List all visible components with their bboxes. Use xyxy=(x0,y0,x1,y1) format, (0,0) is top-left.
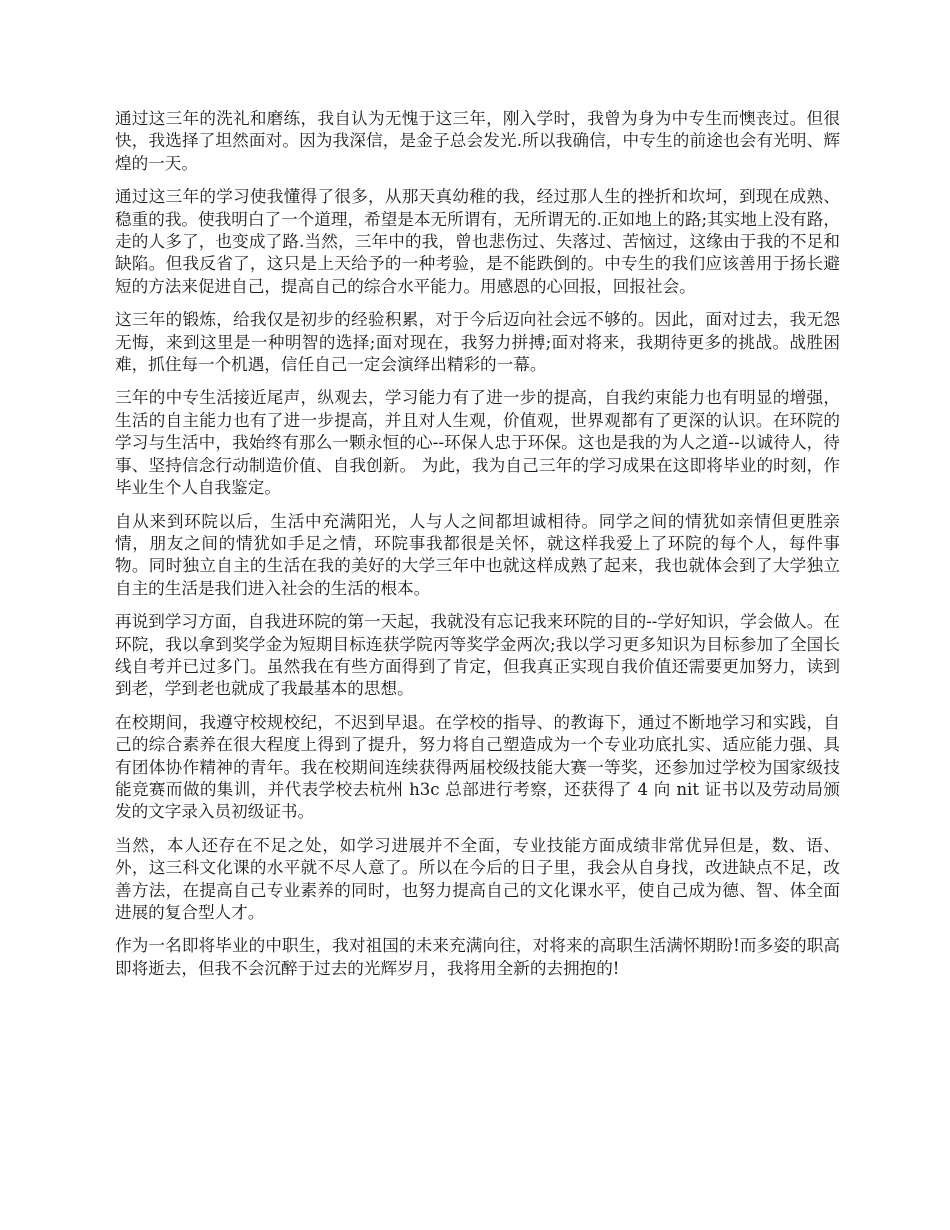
document-body xyxy=(115,108,840,991)
paragraph-1: 通过这三年的洗礼和磨练，我自认为无愧于这三年，刚入学时，我曾为身为中专生而懊丧过。但很快，我选择了坦然面对。因为我深信，是金子总会发光.所以我确信，中专生的前途也会有光明、辉煌的一天。 xyxy=(115,109,840,173)
paragraph-9: 作为一名即将毕业的中职生，我对祖国的未来充满向往，对将来的高职生活满怀期盼!而多姿的职高即将逝去，但我不会沉醉于过去的光辉岁月，我将用全新的去拥抱的! xyxy=(115,936,840,978)
paragraph-2: 通过这三年的学习使我懂得了很多，从那天真幼稚的我，经过那人生的挫折和坎坷，到现在成熟、稳重的我。使我明白了一个道理，希望是本无所谓有，无所谓无的.正如地上的路;其实地上没有路，走的人多了，也变成了路.当然，三年中的我，曾也悲伤过、失落过、苦恼过，这缘由于我的不足和缺陷。但我反省了，这只是上天给予的一种考验，是不能跌倒的。中专生的我们应该善用于扬长避短的方法来促进自己，提高自己的综合水平能力。用感恩的心回报，回报社会。 xyxy=(115,187,840,296)
paragraph-3: 这三年的锻炼，给我仅是初步的经验积累，对于今后迈向社会远不够的。因此，面对过去，我无怨无悔，来到这里是一种明智的选择;面对现在，我努力拼搏;面对将来，我期待更多的挑战。战胜困难，抓住每一个机遇，信任自己一定会演绎出精彩的一幕。 xyxy=(115,310,840,375)
paragraph-8: 当然，本人还存在不足之处，如学习进展并不全面，专业技能方面成绩非常优异但是，数、语、外，这三科文化课的水平就不尽人意了。所以在今后的日子里，我会从自身找，改进缺点不足，改善方法，在提高自己专业素养的同时，也努力提高自己的文化课水平，使自己成为德、智、体全面进展的复合型人才。 xyxy=(115,835,840,922)
paragraph-4: 三年的中专生活接近尾声，纵观去，学习能力有了进一步的提高，自我约束能力也有明显的增强，生活的自主能力也有了进一步提高，并且对人生观，价值观，世界观都有了更深的认识。在环院的学习与生活中，我始终有那么一颗永恒的心--环保人忠于环保。这也是我的为人之道--以诚待人，待事、坚持信念行动制造价值、自我创新。 为此，我为自己三年的学习成果在这即将毕业的时刻，作毕业生个人自我鉴定。 xyxy=(115,388,840,498)
paragraph-7: 在校期间，我遵守校规校纪，不迟到早退。在学校的指导、的教诲下，通过不断地学习和实践，自己的综合素养在很大程度上得到了提升，努力将自己塑造成为一个专业功底扎实、适应能力强、具有团体协作精神的青年。我在校期间连续获得两届校级技能大赛一等奖，还参加过学校为国家级技能竞赛而做的集训，并代表学校去杭州 h3c 总部进行考察，还获得了 4 向 nit 证书以及劳动局颁发的文字录入员初级证书。 xyxy=(115,712,840,822)
paragraph-5: 自从来到环院以后，生活中充满阳光，人与人之间都坦诚相待。同学之间的情犹如亲情但更胜亲情，朋友之间的情犹如手足之情，环院事我都很是关怀，就这样我爱上了环院的每个人，每件事物。同时独立自主的生活在我的美好的大学三年中也就这样成熟了起来，我也就体会到了大学独立自主的生活是我们进入社会的生活的根本。 xyxy=(115,511,840,598)
paragraph-6: 再说到学习方面，自我进环院的第一天起，我就没有忘记我来环院的目的--学好知识，学会做人。在环院，我以拿到奖学金为短期目标连获学院丙等奖学金两次;我以学习更多知识为目标参加了全国长线自考并已过多门。虽然我在有些方面得到了肯定，但我真正实现自我价值还需要更加努力，读到到老，学到老也就成了我最基本的思想。 xyxy=(115,612,840,699)
